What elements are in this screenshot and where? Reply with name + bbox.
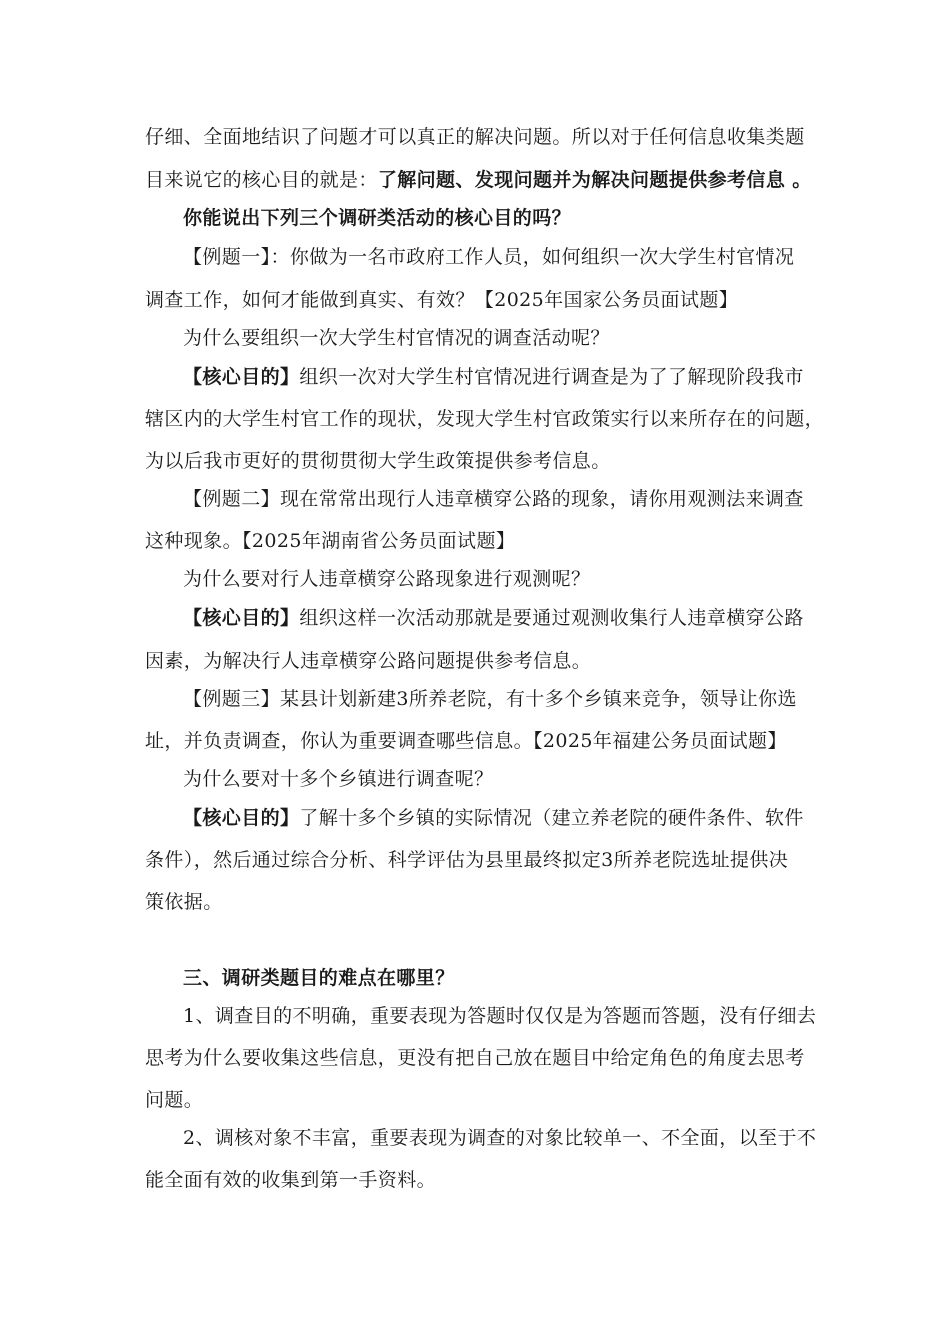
example-1-core-line: 辖区内的大学生村官工作的现状，发现大学生村官政策实行以来所存在的问题， [145, 408, 825, 430]
core-purpose-label: 【核心目的】 [183, 607, 300, 629]
difficulty-1-line: 思考为什么要收集这些信息，更没有把自己放在题目中给定角色的角度去思考 [145, 1047, 805, 1069]
example-2-core [183, 606, 804, 630]
example-3-core-line: 策依据。 [145, 891, 223, 913]
example-1-core [183, 365, 804, 389]
text-span: 组织一次对大学生村官情况进行调查是为了了解现阶段我市 [299, 366, 804, 388]
core-purpose-label: 【核心目的】 [183, 807, 300, 829]
example-2-line: 这种现象。【2025年湖南省公务员面试题】 [145, 530, 516, 552]
example-1-why: 为什么要组织一次大学生村官情况的调查活动呢？ [183, 327, 610, 349]
example-3-core-line: 条件），然后通过综合分析、科学评估为县里最终拟定3所养老院选址提供决 [145, 849, 789, 871]
paragraph-line [145, 168, 812, 192]
core-purpose-label: 【核心目的】 [183, 366, 300, 388]
example-3-core [183, 806, 804, 830]
key-conclusion: 了解问题、发现问题并为解决问题提供参考信息 。 [377, 169, 812, 191]
text-span: 了解十多个乡镇的实际情况（建立养老院的硬件条件、软件 [299, 807, 804, 829]
example-2-why: 为什么要对行人违章横穿公路现象进行观测呢？ [183, 568, 591, 590]
text-span: 目来说它的核心目的就是： [145, 169, 378, 191]
example-1-line: 调查工作，如何才能做到真实、有效？【2025年国家公务员面试题】 [145, 289, 739, 311]
difficulty-1-line: 问题。 [145, 1089, 204, 1111]
example-1-core-line: 为以后我市更好的贯彻贯彻大学生政策提供参考信息。 [145, 450, 611, 472]
example-3-why: 为什么要对十多个乡镇进行调查呢？ [183, 768, 494, 790]
section-heading: 三、调研类题目的难点在哪里？ [183, 967, 455, 989]
difficulty-2-line: 能全面有效的收集到第一手资料。 [145, 1169, 437, 1191]
difficulty-1-line: 1、调查目的不明确，重要表现为答题时仅仅是为答题而答题，没有仔细去 [183, 1005, 817, 1027]
example-2-core-line: 因素，为解决行人违章横穿公路问题提供参考信息。 [145, 650, 592, 672]
paragraph-line: 仔细、全面地结识了问题才可以真正的解决问题。所以对于任何信息收集类题 [145, 126, 805, 148]
example-3-line: 【例题三】某县计划新建3所养老院，有十多个乡镇来竞争，领导让你选 [183, 688, 797, 710]
text-span: 组织这样一次活动那就是要通过观测收集行人违章横穿公路 [299, 607, 804, 629]
question-heading: 你能说出下列三个调研类活动的核心目的吗？ [183, 207, 572, 229]
difficulty-2-line: 2、调核对象不丰富，重要表现为调查的对象比较单一、不全面，以至于不 [183, 1127, 817, 1149]
example-2-line: 【例题二】现在常常出现行人违章横穿公路的现象，请你用观测法来调查 [183, 488, 804, 510]
example-1-line: 【例题一】：你做为一名市政府工作人员，如何组织一次大学生村官情况 [183, 246, 795, 268]
example-3-line: 址，并负责调查，你认为重要调查哪些信息。【2025年福建公务员面试题】 [145, 730, 787, 752]
